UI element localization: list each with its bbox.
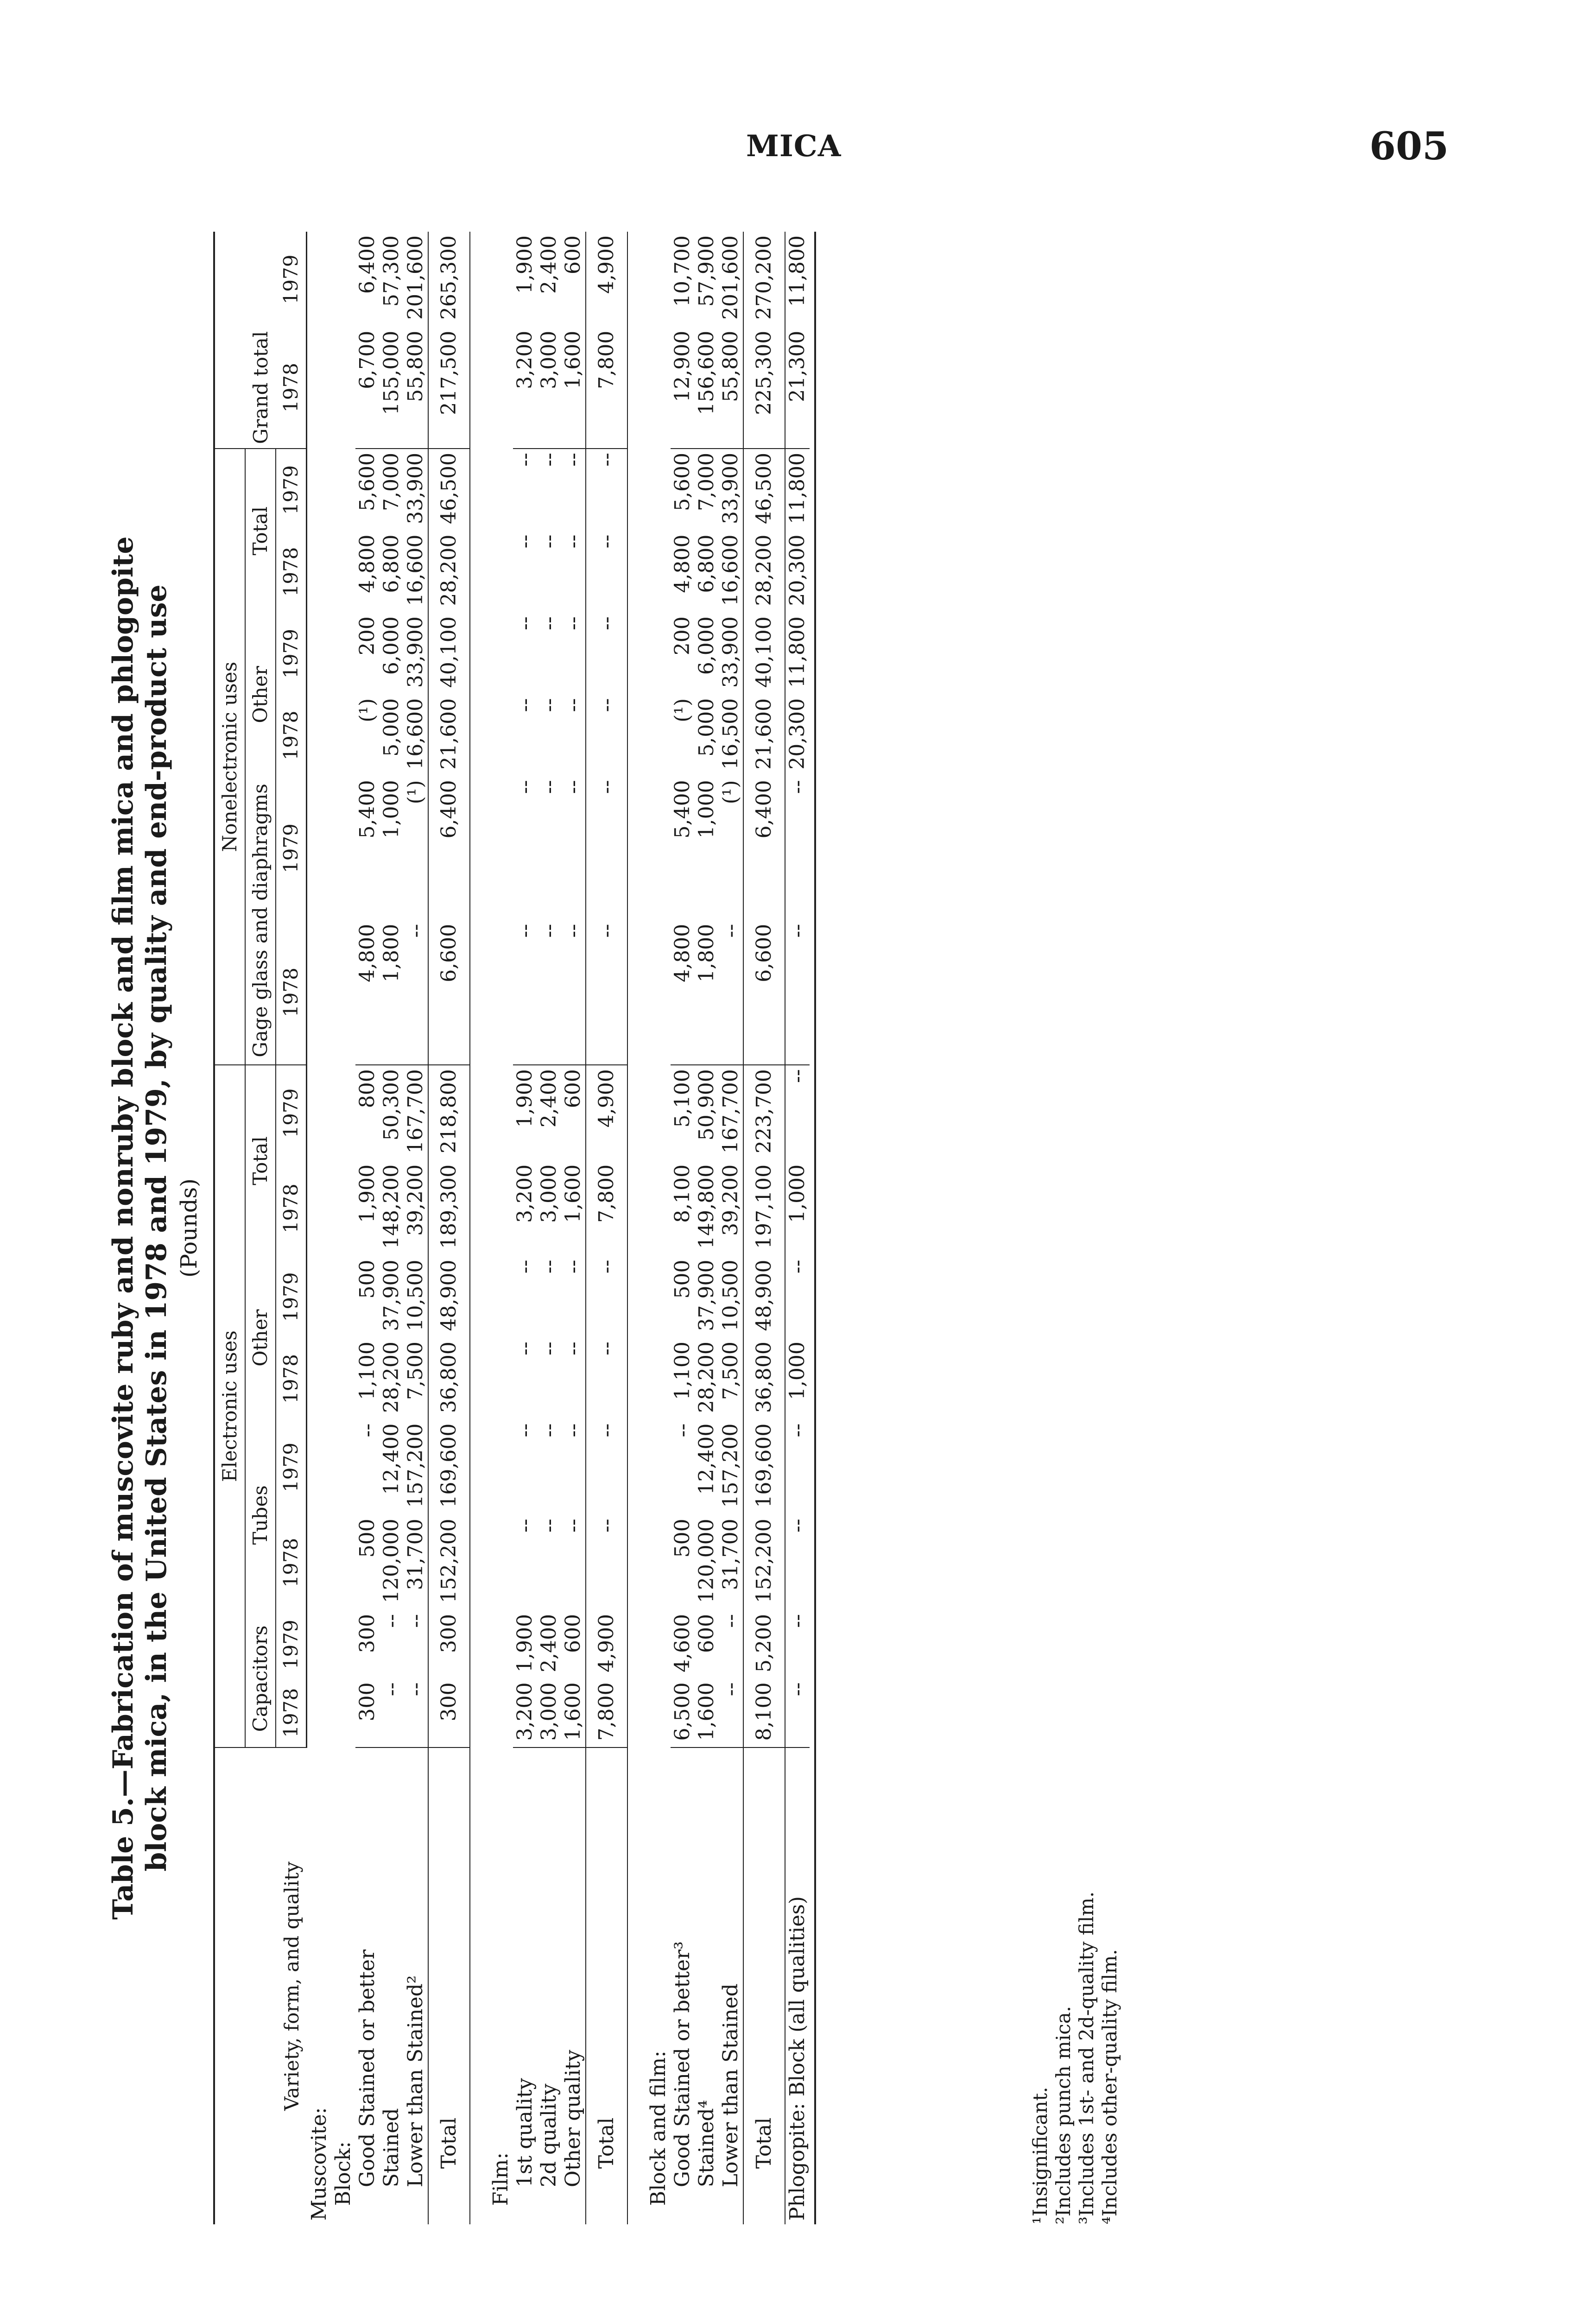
table-cell: 57,300 <box>380 235 403 307</box>
table-cell: -- <box>719 1614 742 1628</box>
year-header-cell: 1979 <box>276 1065 307 1161</box>
table-cell: 40,100 <box>743 613 785 695</box>
table-total-row <box>743 232 785 2224</box>
table-cell: 152,200 <box>428 1515 470 1610</box>
table-cell: 50,900 <box>695 1069 718 1141</box>
table-cell: -- <box>561 534 585 549</box>
year-header-cell: 1979 <box>276 776 307 920</box>
col-header-grand-total: Grand total <box>214 327 276 449</box>
table-cell: 37,900 <box>695 1260 718 1331</box>
table-cell: 21,600 <box>743 695 785 777</box>
table-title-line-1: Table 5.—Fabrication of muscovite ruby and nonruby block and film mica and phlogopite <box>107 536 139 1920</box>
table-cell: 265,300 <box>428 232 470 327</box>
table-cell: -- <box>586 1338 627 1420</box>
table-cell: 169,600 <box>743 1420 785 1515</box>
table-cell: 33,900 <box>404 616 427 688</box>
table-cell: 152,200 <box>743 1515 785 1610</box>
table-cell: 7,000 <box>380 453 403 512</box>
table-cell: -- <box>586 531 627 613</box>
row-label: Lower than Stained² <box>404 1975 427 2187</box>
year-header-cell: 1978 <box>276 327 307 449</box>
table-cell: 48,900 <box>428 1256 470 1338</box>
table-cell: 600 <box>561 1069 585 1108</box>
table-cell: 120,000 <box>695 1519 718 1603</box>
table-cell: -- <box>537 1423 561 1437</box>
year-header-cell: 1978 <box>276 695 307 777</box>
table-cell: 55,800 <box>719 327 743 449</box>
table-cell: 36,800 <box>428 1338 470 1420</box>
table-cell: 33,900 <box>719 616 742 688</box>
year-header-cell: 1978 <box>276 1161 307 1256</box>
page-number: 605 <box>1369 124 1449 169</box>
table-cell: -- <box>537 1519 561 1533</box>
section-label: Film: <box>489 2152 513 2206</box>
table-cell: 6,500 <box>671 1678 695 1747</box>
table-cell: 600 <box>695 1614 718 1653</box>
footnote: ⁴Includes other-quality film. <box>1098 1949 1121 2224</box>
table-cell: 201,600 <box>404 235 427 320</box>
table-cell: -- <box>537 1260 561 1274</box>
table-cell: -- <box>404 1614 427 1628</box>
col-group-nonelectronic: Nonelectronic uses <box>214 449 245 1065</box>
table-cell: -- <box>355 1423 379 1437</box>
table-cell: 12,400 <box>380 1423 403 1495</box>
table-cell: 218,800 <box>428 1065 470 1161</box>
table-cell: (¹) <box>355 698 379 722</box>
table-cell: 4,900 <box>586 1610 627 1678</box>
table-cell: 5,000 <box>695 698 718 757</box>
table-cell: 7,800 <box>586 327 627 449</box>
year-header-cell: 1978 <box>276 1338 307 1420</box>
table-cell: -- <box>513 1423 537 1437</box>
table-cell: 197,100 <box>743 1161 785 1256</box>
table-cell: 46,500 <box>428 449 470 531</box>
table-cell: -- <box>561 920 586 1065</box>
table-cell: 5,400 <box>671 780 694 839</box>
table-row <box>695 232 719 2224</box>
table-end-rule-cell <box>810 232 815 2224</box>
row-label: Other quality <box>561 2050 585 2187</box>
table-cell: 157,200 <box>719 1423 742 1508</box>
section-label-row <box>307 232 332 2224</box>
table-cell: 16,500 <box>719 698 742 770</box>
row-label: 1st quality <box>513 2078 537 2187</box>
table-cell: -- <box>561 453 585 467</box>
table-cell: -- <box>404 920 428 1065</box>
table-cell: 28,200 <box>695 1342 718 1413</box>
table-total-row <box>428 232 470 2224</box>
table-cell: 1,100 <box>671 1342 694 1400</box>
col-header-nonelectronic-total: Total <box>245 449 276 613</box>
table-cell: -- <box>561 698 585 712</box>
table-cell: 6,800 <box>380 534 403 593</box>
row-label: Good Stained or better <box>355 1949 379 2187</box>
year-header-cell: 1979 <box>276 1256 307 1338</box>
table-cell: 800 <box>355 1069 379 1108</box>
table-cell: 7,800 <box>586 1678 627 1747</box>
table-cell: 5,100 <box>671 1069 694 1128</box>
table-cell: 28,200 <box>380 1342 403 1413</box>
table-cell: 201,600 <box>719 235 742 320</box>
table-cell: 39,200 <box>719 1164 742 1236</box>
table-cell: 4,900 <box>586 1065 627 1161</box>
table-cell: -- <box>586 1515 627 1610</box>
table-cell: 167,700 <box>719 1069 742 1154</box>
rotated-table-region <box>107 232 1121 2224</box>
table-cell: 1,000 <box>785 1342 809 1400</box>
table-cell: 12,900 <box>671 327 695 449</box>
col-header-electronic-other: Other <box>245 1256 276 1420</box>
table-body <box>307 232 816 2224</box>
mica-fabrication-table <box>213 232 816 2224</box>
table-cell: 3,200 <box>513 1678 537 1747</box>
table-row <box>561 232 586 2224</box>
table-cell: 225,300 <box>743 327 785 449</box>
table-cell: 300 <box>355 1678 380 1747</box>
col-header-tubes: Tubes <box>245 1420 276 1610</box>
table-cell: 4,800 <box>671 534 694 593</box>
table-cell: (¹) <box>404 780 427 804</box>
table-cell: 11,800 <box>785 616 809 688</box>
table-cell: 31,700 <box>719 1519 742 1590</box>
table-cell: 500 <box>671 1260 694 1299</box>
table-cell: -- <box>513 920 537 1065</box>
table-cell: 156,600 <box>695 327 719 449</box>
running-title: MICA <box>746 129 842 164</box>
col-group-electronic: Electronic uses <box>214 1065 245 1747</box>
table-cell: 5,600 <box>671 453 694 512</box>
table-cell: -- <box>404 1678 428 1747</box>
col-header-variety: Variety, form, and quality <box>214 1747 307 2224</box>
table-title <box>107 232 173 2224</box>
table-cell: 6,000 <box>695 616 718 675</box>
row-label: Lower than Stained <box>719 1983 742 2187</box>
table-cell: 1,900 <box>355 1164 379 1223</box>
table-cell: -- <box>513 1260 537 1274</box>
table-cell: -- <box>586 613 627 695</box>
table-cell: 500 <box>355 1519 379 1558</box>
table-cell: 46,500 <box>743 449 785 531</box>
col-header-gage-glass: Gage glass and diaphragms <box>245 776 276 1065</box>
table-cell: 500 <box>355 1260 379 1299</box>
table-cell: 8,100 <box>743 1678 785 1747</box>
table-cell: -- <box>586 695 627 777</box>
section-label: Muscovite: <box>307 2107 331 2221</box>
table-cell: 1,900 <box>513 1069 537 1128</box>
footnote: ¹Insignificant. <box>1029 2087 1051 2224</box>
table-cell: 148,200 <box>380 1164 403 1249</box>
table-cell: 37,900 <box>380 1260 403 1331</box>
table-cell: 6,800 <box>695 534 718 593</box>
table-cell: 1,800 <box>380 920 404 1065</box>
table-cell: -- <box>537 453 561 467</box>
table-cell: 4,600 <box>671 1614 694 1672</box>
table-cell: -- <box>537 780 561 794</box>
table-cell: 36,800 <box>743 1338 785 1420</box>
spacer-row <box>470 232 489 2224</box>
table-cell: 33,900 <box>719 453 742 525</box>
spacer-cell <box>627 232 646 2224</box>
table-cell: 55,800 <box>404 327 428 449</box>
table-cell: 5,200 <box>743 1610 785 1678</box>
table-cell: 157,200 <box>404 1423 427 1508</box>
table-row <box>513 232 537 2224</box>
table-cell: -- <box>380 1678 404 1747</box>
table-cell: 200 <box>671 616 694 656</box>
table-cell: 169,600 <box>428 1420 470 1515</box>
table-cell: 2,400 <box>537 235 561 294</box>
table-cell: 500 <box>671 1519 694 1558</box>
row-label: Stained <box>380 2108 403 2187</box>
table-cell: 5,000 <box>380 698 403 757</box>
table-cell: -- <box>513 780 537 794</box>
table-cell: 10,700 <box>671 235 694 307</box>
table-cell: 6,700 <box>355 327 380 449</box>
table-cell: 2,400 <box>537 1614 561 1672</box>
table-cell: 189,300 <box>428 1161 470 1256</box>
table-cell: -- <box>561 1423 585 1437</box>
year-header-cell: 1979 <box>276 1610 307 1678</box>
table-cell: -- <box>513 698 537 712</box>
section-label: Block and film: <box>646 2051 670 2206</box>
table-cell: 48,900 <box>743 1256 785 1338</box>
table-cell: -- <box>785 780 809 794</box>
table-cell: 4,800 <box>671 920 695 1065</box>
table-cell: -- <box>785 920 810 1065</box>
row-label: 2d quality <box>537 2083 561 2187</box>
year-header-cell: 1978 <box>276 920 307 1065</box>
table-cell: 20,300 <box>785 534 809 606</box>
table-cell: 300 <box>355 1614 379 1653</box>
table-cell: 8,100 <box>671 1164 694 1223</box>
table-cell: -- <box>586 1256 627 1338</box>
table-cell: 28,200 <box>743 531 785 613</box>
spacer-row <box>627 232 646 2224</box>
table-cell: -- <box>537 534 561 549</box>
table-cell: 4,900 <box>586 232 627 327</box>
row-label: Total <box>586 1747 627 2224</box>
footnotes <box>1029 1892 1121 2224</box>
year-header-cell: 1979 <box>276 1420 307 1515</box>
table-cell: 6,400 <box>428 776 470 920</box>
table-cell: -- <box>785 1678 810 1747</box>
table-cell: (¹) <box>671 698 694 722</box>
table-cell: 7,000 <box>695 453 718 512</box>
table-cell: 1,900 <box>513 235 537 294</box>
section-label: Block: <box>331 2141 355 2206</box>
table-cell: 1,800 <box>695 920 719 1065</box>
row-label: Total <box>428 1747 470 2224</box>
table-cell: 600 <box>561 235 585 274</box>
table-cell: 3,000 <box>537 327 561 449</box>
table-cell: 6,600 <box>743 920 785 1065</box>
table-cell: 7,800 <box>586 1161 627 1256</box>
table-cell: -- <box>561 616 585 630</box>
table-cell: 1,600 <box>561 327 586 449</box>
table-cell: -- <box>561 1519 585 1533</box>
table-cell: 1,000 <box>380 780 403 839</box>
table-cell: -- <box>561 1342 585 1355</box>
table-row <box>785 232 810 2224</box>
table-cell: 10,500 <box>404 1260 427 1331</box>
year-header-cell: 1978 <box>276 1678 307 1747</box>
table-cell: -- <box>586 776 627 920</box>
table-row <box>404 232 428 2224</box>
table-cell: -- <box>785 1069 809 1083</box>
table-cell: 31,700 <box>404 1519 427 1590</box>
footnote: ²Includes punch mica. <box>1052 2006 1075 2224</box>
year-header-cell: 1979 <box>276 613 307 695</box>
table-cell: 1,000 <box>785 1164 809 1223</box>
table-cell: 3,000 <box>537 1678 561 1747</box>
footnote: ³Includes 1st- and 2d-quality film. <box>1075 1891 1098 2224</box>
table-cell: 167,700 <box>404 1069 427 1154</box>
table-cell: 4,800 <box>355 534 379 593</box>
row-label: Phlogopite: Block (all qualities) <box>785 1896 809 2221</box>
table-cell: -- <box>586 449 627 531</box>
table-cell: -- <box>513 534 537 549</box>
table-cell: 270,200 <box>743 232 785 327</box>
table-cell: 16,600 <box>404 534 427 606</box>
table-cell: -- <box>537 698 561 712</box>
table-row <box>355 232 380 2224</box>
table-cell: 6,400 <box>743 776 785 920</box>
table-cell: 223,700 <box>743 1065 785 1161</box>
table-cell: 39,200 <box>404 1164 427 1236</box>
table-cell: (¹) <box>719 780 742 804</box>
table-cell: -- <box>586 920 627 1065</box>
table-cell: 20,300 <box>785 698 809 770</box>
table-row <box>380 232 404 2224</box>
table-cell: -- <box>785 1423 809 1437</box>
table-cell: 149,800 <box>695 1164 718 1249</box>
table-cell: 3,000 <box>537 1164 561 1223</box>
table-cell: -- <box>537 616 561 630</box>
table-cell: 50,300 <box>380 1069 403 1141</box>
year-header-cell: 1978 <box>276 1515 307 1610</box>
col-header-grand-total-spacer <box>214 232 276 327</box>
table-cell: 5,600 <box>355 453 379 512</box>
table-cell: 16,600 <box>719 534 742 606</box>
table-cell: 120,000 <box>380 1519 403 1603</box>
table-cell: 10,500 <box>719 1260 742 1331</box>
year-header-cell: 1979 <box>276 449 307 531</box>
table-cell: 5,400 <box>355 780 379 839</box>
table-cell: -- <box>380 1614 403 1628</box>
table-cell: 57,900 <box>695 235 718 307</box>
table-cell: 6,000 <box>380 616 403 675</box>
table-row <box>537 232 561 2224</box>
table-cell: -- <box>513 1342 537 1355</box>
table-cell: 11,800 <box>785 453 809 525</box>
table-cell: 21,600 <box>428 695 470 777</box>
table-cell: 1,000 <box>695 780 718 839</box>
row-label: Good Stained or better³ <box>671 1941 694 2187</box>
table-cell: 4,800 <box>355 920 380 1065</box>
table-cell: 155,000 <box>380 327 404 449</box>
section-label-row <box>331 232 355 2224</box>
table-cell: -- <box>561 780 585 794</box>
spacer-cell <box>470 232 489 2224</box>
table-cell: -- <box>513 1519 537 1533</box>
table-row <box>719 232 743 2224</box>
table-end-rule <box>810 232 815 2224</box>
table-total-row <box>586 232 627 2224</box>
table-cell: -- <box>586 1420 627 1515</box>
table-cell: 1,600 <box>561 1164 585 1223</box>
table-cell: 3,200 <box>513 327 537 449</box>
table-cell: 6,400 <box>355 235 379 294</box>
table-cell: -- <box>513 453 537 467</box>
table-cell: -- <box>785 1614 809 1628</box>
table-cell: 200 <box>355 616 379 656</box>
row-label: Total <box>743 1747 785 2224</box>
table-cell: -- <box>513 616 537 630</box>
table-cell: -- <box>537 920 561 1065</box>
table-cell: 1,900 <box>513 1614 537 1672</box>
table-cell: 217,500 <box>428 327 470 449</box>
section-label-row <box>489 232 513 2224</box>
row-label: Stained⁴ <box>695 2100 718 2187</box>
table-cell: 600 <box>561 1614 585 1653</box>
year-header-cell: 1978 <box>276 531 307 613</box>
col-header-electronic-total: Total <box>245 1065 276 1256</box>
table-cell: -- <box>537 1342 561 1355</box>
table-cell: 300 <box>428 1678 470 1747</box>
table-cell: 300 <box>428 1610 470 1678</box>
table-cell: -- <box>785 1260 809 1274</box>
table-cell: -- <box>719 1678 743 1747</box>
table-row <box>671 232 695 2224</box>
table-cell: 3,200 <box>513 1164 537 1223</box>
table-cell: -- <box>561 1260 585 1274</box>
section-label-row <box>646 232 671 2224</box>
table-title-line-2: block mica, in the United States in 1978 and 1979, by quality and end-product use <box>140 584 173 1872</box>
table-cell: 7,500 <box>719 1342 742 1400</box>
table-cell: -- <box>671 1423 694 1437</box>
table-cell: 2,400 <box>537 1069 561 1128</box>
table-cell: 21,300 <box>785 327 810 449</box>
table-cell: 1,100 <box>355 1342 379 1400</box>
table-cell: 28,200 <box>428 531 470 613</box>
table-cell: -- <box>719 920 743 1065</box>
table-cell: 40,100 <box>428 613 470 695</box>
table-cell: 1,600 <box>561 1678 586 1747</box>
table-cell: 6,600 <box>428 920 470 1065</box>
table-cell: 7,500 <box>404 1342 427 1400</box>
year-header-cell: 1979 <box>276 232 307 327</box>
table-cell: 1,600 <box>695 1678 719 1747</box>
col-header-nonelectronic-other: Other <box>245 613 276 776</box>
table-cell: 11,800 <box>785 235 809 307</box>
col-header-capacitors: Capacitors <box>245 1610 276 1747</box>
table-cell: 33,900 <box>404 453 427 525</box>
table-cell: -- <box>785 1519 809 1533</box>
table-units: (Pounds) <box>176 1178 202 1278</box>
table-cell: 16,600 <box>404 698 427 770</box>
table-cell: 12,400 <box>695 1423 718 1495</box>
